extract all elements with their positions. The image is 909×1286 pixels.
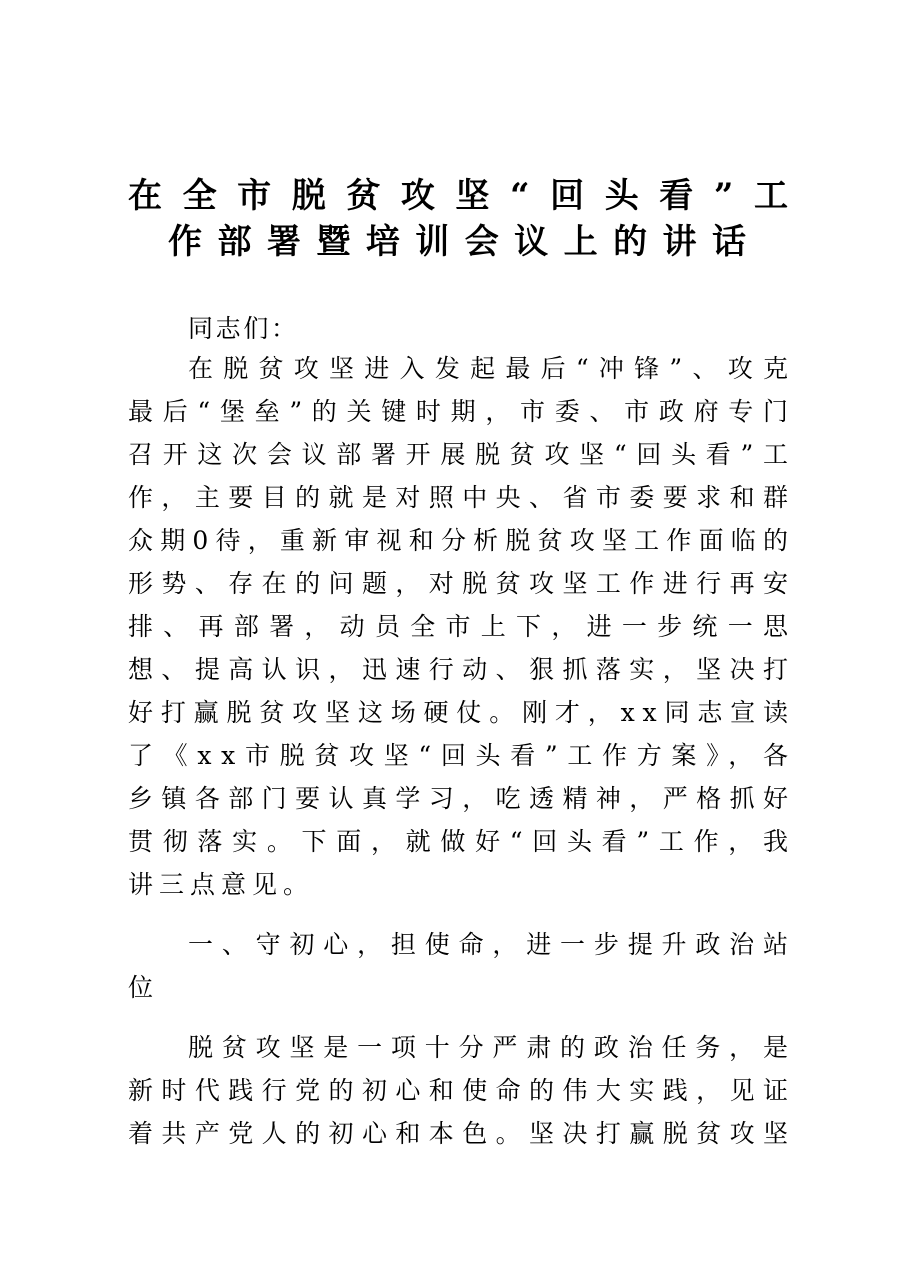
body-line: 想、提高认识，迅速行动、狠抓落实，坚决打 xyxy=(128,655,797,684)
body-line: 召开这次会议部署开展脱贫攻坚“回头看”工 xyxy=(128,440,798,469)
section-heading-line: 一、守初心，担使命，进一步提升政治站 xyxy=(188,930,797,959)
body-line: 乡镇各部门要认真学习，吃透精神，严格抓好 xyxy=(128,784,797,813)
body-line: 在脱贫攻坚进入发起最后“冲锋”、攻克 xyxy=(188,354,799,383)
body-line: 贯彻落实。下面，就做好“回头看”工作，我 xyxy=(128,827,798,856)
body-line: 新时代践行党的初心和使命的伟大实践，见证 xyxy=(128,1076,797,1105)
body-line: 排、再部署，动员全市上下，进一步统一思 xyxy=(128,612,799,641)
body-line: 着共产党人的初心和本色。坚决打赢脱贫攻坚 xyxy=(128,1119,797,1148)
body-line: 众期0待，重新审视和分析脱贫攻坚工作面临的 xyxy=(128,526,796,555)
body-line: 最后“堡垒”的关键时期，市委、市政府专门 xyxy=(128,397,798,426)
body-line: 好打赢脱贫攻坚这场硬仗。刚才，xx同志宣读 xyxy=(128,698,796,727)
body-line: 脱贫攻坚是一项十分严肃的政治任务，是 xyxy=(188,1033,797,1062)
salutation: 同志们： xyxy=(188,314,299,343)
section-heading-line: 位 xyxy=(128,973,154,1002)
body-line: 讲三点意见。 xyxy=(128,870,314,899)
document-title-line-2: 作部署暨培训会议上的讲话 xyxy=(168,222,762,262)
document-title-line-1: 在全市脱贫攻坚“回头看”工 xyxy=(128,176,809,216)
body-line: 了《xx市脱贫攻坚“回头看”工作方案》，各 xyxy=(128,741,798,770)
body-line: 形势、存在的问题，对脱贫攻坚工作进行再安 xyxy=(128,569,797,598)
body-line: 作，主要目的就是对照中央、省市委要求和群 xyxy=(128,483,797,512)
